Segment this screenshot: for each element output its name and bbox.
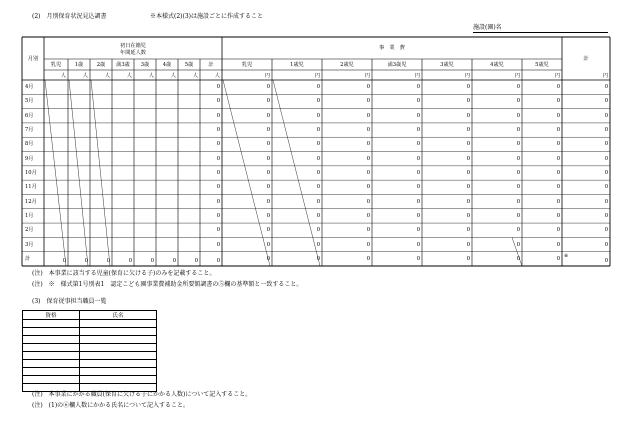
expense-5-1: 0: [316, 155, 320, 162]
staff-name-cell[interactable]: [80, 376, 157, 384]
row-label-3: 7月: [25, 127, 34, 134]
section2-note: ※本様式(2)(3)は施設ごとに作成すること: [150, 13, 263, 20]
expense-4-1: 0: [316, 141, 320, 148]
expense-10-1: 0: [316, 227, 320, 234]
expense-col-2: 2歳児: [340, 61, 354, 68]
staff-col-qualification: 資格: [23, 311, 80, 320]
section2-title: (2) 月別保育状況見込調書: [32, 13, 107, 20]
expense-10-0: 0: [266, 227, 270, 234]
expense-8-1: 0: [316, 198, 320, 205]
expense-5-6: 0: [556, 155, 560, 162]
total-1: 0: [604, 98, 608, 105]
enroll-sum-1: 0: [216, 98, 220, 105]
total-4: 0: [604, 141, 608, 148]
expense-0-6: 0: [556, 84, 560, 91]
enroll-col-4: 3歳: [140, 61, 150, 68]
expense-9-3: 0: [416, 212, 420, 219]
expense-5-0: 0: [266, 155, 270, 162]
enroll-sum-7: 0: [216, 184, 220, 191]
staff-row: [23, 320, 157, 328]
staff-row: [23, 344, 157, 352]
expense-12-5: 0: [516, 255, 520, 262]
enroll-sum-6: 0: [216, 170, 220, 176]
section3-title: (3) 保育従事担当職員一覧: [32, 298, 107, 305]
expense-1-3: 0: [416, 98, 420, 105]
expense-1-6: 0: [556, 98, 560, 105]
expense-10-2: 0: [366, 227, 370, 234]
row-label-1: 5月: [25, 98, 34, 105]
expense-2-3: 0: [416, 112, 420, 119]
enroll-sum-10: 0: [216, 227, 220, 234]
expense-5-3: 0: [416, 155, 420, 162]
staff-name-cell[interactable]: [80, 352, 157, 360]
total-star: ※: [564, 252, 569, 259]
enroll-total-7: 0: [216, 257, 220, 264]
expense-0-4: 0: [466, 84, 470, 91]
expense-2-2: 0: [366, 112, 370, 119]
enroll-total-0: 0: [62, 257, 66, 264]
enroll-unit-4: 人: [148, 72, 154, 79]
expense-col-1: 1歳児: [290, 61, 304, 68]
expense-12-1: 0: [316, 255, 320, 262]
staff-name-cell[interactable]: [80, 344, 157, 352]
row-label-8: 12月: [25, 198, 37, 205]
expense-7-2: 0: [366, 184, 370, 191]
expense-1-2: 0: [366, 98, 370, 105]
expense-11-2: 0: [366, 241, 370, 248]
expense-3-4: 0: [466, 127, 470, 134]
staff-name-cell[interactable]: [80, 328, 157, 336]
enroll-total-4: 0: [150, 257, 154, 264]
expense-6-3: 0: [416, 170, 420, 176]
expense-col-5: 4歳児: [490, 61, 504, 68]
enroll-col-7: 計: [208, 61, 214, 68]
note-table2-2: (注) (1)の⑥欄人数にかかる氏名について記入すること。: [32, 402, 190, 409]
enroll-col-5: 4歳: [162, 61, 172, 68]
expense-unit-0: 円: [264, 72, 270, 79]
expense-unit-6: 円: [554, 72, 560, 79]
row-label-2: 6月: [25, 112, 34, 119]
enroll-total-2: 0: [106, 257, 110, 264]
staff-row: [23, 360, 157, 368]
expense-0-1: 0: [316, 84, 320, 91]
staff-qualification-cell[interactable]: [23, 352, 80, 360]
expense-4-3: 0: [416, 141, 420, 148]
total-12: 0: [604, 257, 608, 264]
row-label-9: 1月: [25, 212, 34, 219]
header-month: 月別: [27, 55, 39, 62]
expense-12-2: 0: [366, 255, 370, 262]
expense-6-5: 0: [516, 170, 520, 176]
enroll-sum-2: 0: [216, 112, 220, 119]
enroll-unit-7: 人: [214, 72, 220, 79]
enroll-sum-11: 0: [216, 241, 220, 248]
staff-qualification-cell[interactable]: [23, 328, 80, 336]
row-label-0: 4月: [25, 84, 34, 91]
expense-11-6: 0: [556, 241, 560, 248]
expense-6-1: 0: [316, 170, 320, 176]
expense-7-0: 0: [266, 184, 270, 191]
expense-2-1: 0: [316, 112, 320, 119]
expense-col-6: 5歳児: [535, 61, 549, 68]
expense-11-1: 0: [316, 241, 320, 248]
expense-unit-1: 円: [314, 72, 320, 79]
expense-4-6: 0: [556, 141, 560, 148]
expense-8-2: 0: [366, 198, 370, 205]
staff-qualification-cell[interactable]: [23, 376, 80, 384]
enroll-sum-0: 0: [216, 84, 220, 91]
enroll-unit-1: 人: [82, 72, 88, 79]
row-label-5: 9月: [25, 155, 34, 162]
expense-1-5: 0: [516, 98, 520, 105]
expense-0-2: 0: [366, 84, 370, 91]
expense-9-1: 0: [316, 212, 320, 219]
expense-7-3: 0: [416, 184, 420, 191]
expense-9-2: 0: [366, 212, 370, 219]
total-5: 0: [604, 155, 608, 162]
staff-row: [23, 328, 157, 336]
expense-8-5: 0: [516, 198, 520, 205]
enroll-sum-3: 0: [216, 127, 220, 134]
note-table1-2: (注) ※ 様式第1号別表1 認定こども園事業費補助金所要額調書の⑤欄の基準額と一致すること。: [32, 281, 303, 288]
expense-8-0: 0: [266, 198, 270, 205]
expense-9-5: 0: [516, 212, 520, 219]
staff-row: [23, 336, 157, 344]
staff-qualification-cell[interactable]: [23, 320, 80, 328]
enroll-unit-2: 人: [104, 72, 110, 79]
expense-5-4: 0: [466, 155, 470, 162]
enroll-col-3: 満3歳: [116, 61, 130, 68]
total-0: 0: [604, 84, 608, 91]
enroll-col-2: 2歳: [96, 61, 106, 68]
expense-4-0: 0: [266, 141, 270, 148]
expense-col-3: 満3歳児: [387, 61, 407, 68]
expense-unit-4: 円: [464, 72, 470, 79]
expense-8-3: 0: [416, 198, 420, 205]
note-table1-1: (注) 本事業に該当する児童(保育に欠ける子)のみを記載すること。: [32, 270, 216, 277]
expense-1-1: 0: [316, 98, 320, 105]
expense-unit-3: 円: [414, 72, 420, 79]
expense-6-4: 0: [466, 170, 470, 176]
expense-11-3: 0: [416, 241, 420, 248]
total-11: 0: [604, 241, 608, 248]
expense-12-6: 0: [556, 255, 560, 262]
staff-table: [22, 310, 157, 392]
expense-unit-5: 円: [514, 72, 520, 79]
expense-6-6: 0: [556, 170, 560, 176]
expense-8-4: 0: [466, 198, 470, 205]
header-expense: 事 業 費: [379, 45, 405, 51]
expense-col-4: 3歳児: [440, 61, 454, 68]
staff-row: [23, 352, 157, 360]
staff-row: [23, 376, 157, 384]
total-7: 0: [604, 184, 608, 191]
expense-3-2: 0: [366, 127, 370, 134]
enroll-col-6: 5歳: [184, 61, 194, 68]
row-label-7: 11月: [25, 184, 37, 191]
row-label-4: 8月: [25, 141, 34, 148]
expense-10-3: 0: [416, 227, 420, 234]
expense-3-5: 0: [516, 127, 520, 134]
enroll-sum-5: 0: [216, 155, 220, 162]
expense-5-2: 0: [366, 155, 370, 162]
expense-11-5: 0: [516, 241, 520, 248]
expense-8-6: 0: [556, 198, 560, 205]
expense-3-1: 0: [316, 127, 320, 134]
staff-qualification-cell[interactable]: [23, 336, 80, 344]
expense-6-2: 0: [366, 170, 370, 176]
expense-5-5: 0: [516, 155, 520, 162]
staff-row: [23, 368, 157, 376]
expense-10-6: 0: [556, 227, 560, 234]
enroll-total-6: 0: [194, 257, 198, 264]
enroll-unit-3: 人: [126, 72, 132, 79]
enroll-total-5: 0: [172, 257, 176, 264]
staff-name-cell[interactable]: [80, 336, 157, 344]
total-10: 0: [604, 227, 608, 234]
enroll-col-0: 乳児: [50, 61, 62, 68]
expense-4-5: 0: [516, 141, 520, 148]
expense-unit-2: 円: [364, 72, 370, 79]
enroll-sum-8: 0: [216, 198, 220, 205]
staff-qualification-cell[interactable]: [23, 344, 80, 352]
enroll-unit-0: 人: [60, 72, 66, 79]
header-enroll-line2: 年間延人数: [120, 50, 146, 56]
staff-name-cell[interactable]: [80, 360, 157, 368]
staff-qualification-cell[interactable]: [23, 360, 80, 368]
row-label-6: 10月: [25, 170, 37, 176]
expense-12-4: 0: [466, 255, 470, 262]
facility-label: 施設(園)名: [473, 24, 502, 31]
expense-7-5: 0: [516, 184, 520, 191]
expense-1-4: 0: [466, 98, 470, 105]
expense-7-1: 0: [316, 184, 320, 191]
total-9: 0: [604, 212, 608, 219]
header-enroll-line1: 初日在籍児: [120, 43, 146, 49]
staff-name-cell[interactable]: [80, 368, 157, 376]
total-6: 0: [604, 170, 608, 176]
enroll-sum-9: 0: [216, 212, 220, 219]
note-table2-1: (注) 本事業にかかる職員(保育に欠ける子にかかる人数)について記入すること。: [32, 391, 252, 398]
enroll-unit-6: 人: [192, 72, 198, 79]
expense-1-0: 0: [266, 98, 270, 105]
row-label-12: 計: [25, 255, 31, 262]
expense-4-4: 0: [466, 141, 470, 148]
expense-2-6: 0: [556, 112, 560, 119]
header-total: 計: [583, 55, 589, 62]
row-label-10: 2月: [25, 227, 34, 234]
enroll-total-1: 0: [84, 257, 88, 264]
expense-3-3: 0: [416, 127, 420, 134]
expense-4-2: 0: [366, 141, 370, 148]
enroll-col-1: 1歳: [74, 61, 84, 68]
staff-qualification-cell[interactable]: [23, 368, 80, 376]
expense-6-0: 0: [266, 170, 270, 176]
expense-9-6: 0: [556, 212, 560, 219]
expense-col-0: 乳児: [241, 61, 253, 68]
expense-9-0: 0: [266, 212, 270, 219]
expense-7-4: 0: [466, 184, 470, 191]
staff-name-cell[interactable]: [80, 320, 157, 328]
expense-2-5: 0: [516, 112, 520, 119]
expense-12-3: 0: [416, 255, 420, 262]
expense-3-0: 0: [266, 127, 270, 134]
expense-0-5: 0: [516, 84, 520, 91]
enroll-total-3: 0: [128, 257, 132, 264]
total-2: 0: [604, 112, 608, 119]
total-3: 0: [604, 127, 608, 134]
enroll-unit-5: 人: [170, 72, 176, 79]
expense-0-3: 0: [416, 84, 420, 91]
expense-11-4: 0: [466, 241, 470, 248]
enroll-sum-4: 0: [216, 141, 220, 148]
expense-10-4: 0: [466, 227, 470, 234]
expense-9-4: 0: [466, 212, 470, 219]
row-label-11: 3月: [25, 241, 34, 248]
expense-0-0: 0: [266, 84, 270, 91]
total-8: 0: [604, 198, 608, 205]
expense-7-6: 0: [556, 184, 560, 191]
staff-col-name: 氏名: [80, 311, 157, 320]
expense-11-0: 0: [266, 241, 270, 248]
expense-12-0: 0: [266, 255, 270, 262]
expense-10-5: 0: [516, 227, 520, 234]
expense-3-6: 0: [556, 127, 560, 134]
expense-2-0: 0: [266, 112, 270, 119]
total-unit: 円: [602, 72, 608, 79]
expense-2-4: 0: [466, 112, 470, 119]
